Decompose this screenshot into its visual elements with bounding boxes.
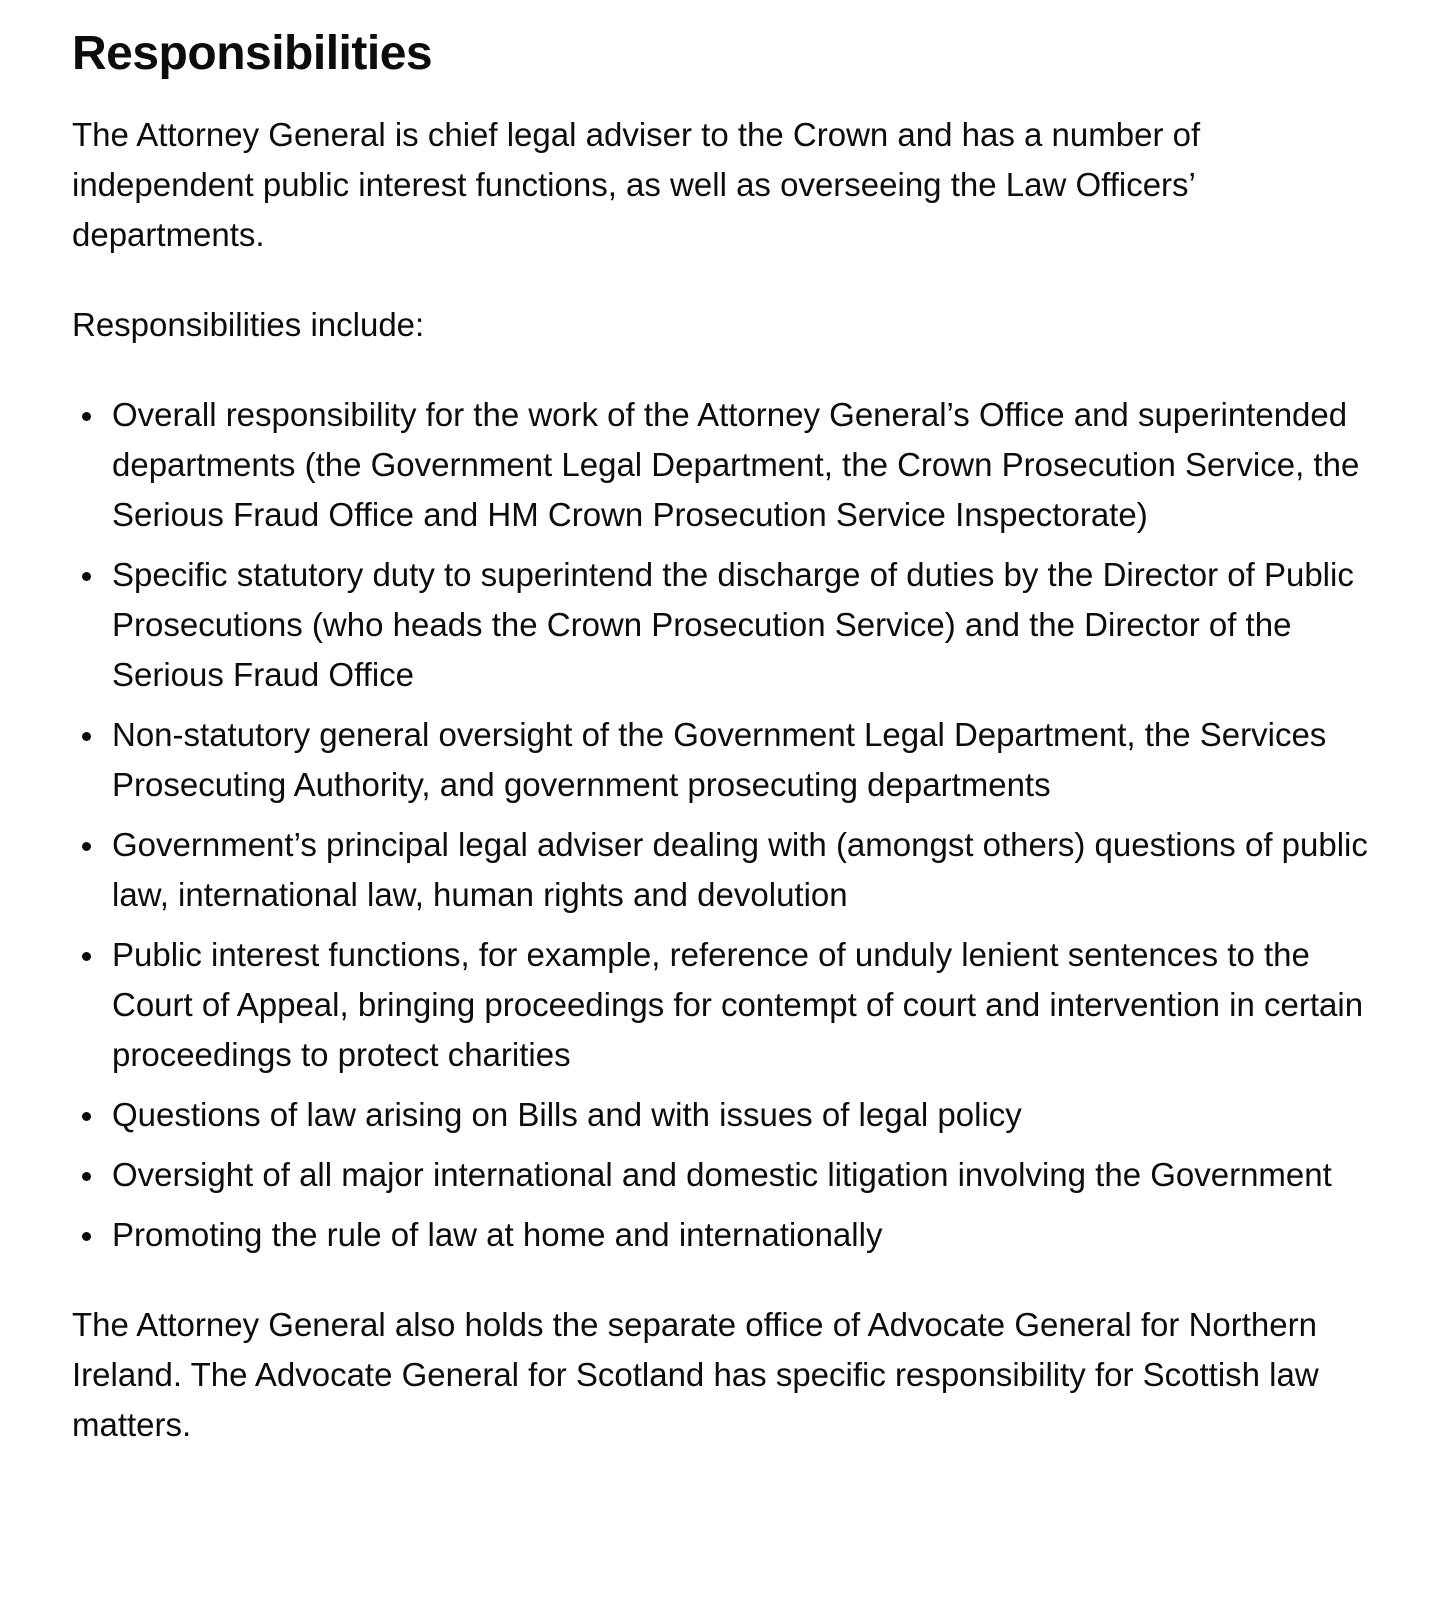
section-heading: Responsibilities: [72, 27, 433, 80]
list-item: Public interest functions, for example, reference of unduly lenient sentences to the Court of Appeal, bringing proceedings for contempt of court and intervention in certain proceedings to protect charities: [112, 930, 1372, 1080]
list-item: Government’s principal legal adviser dealing with (amongst others) questions of public law, international law, human rights and devolution: [112, 820, 1372, 920]
intro-paragraph: The Attorney General is chief legal adviser to the Crown and has a number of independent public interest functions, as well as overseeing the Law Officers’ departments.: [72, 116, 1201, 253]
list-intro: Responsibilities include:: [72, 306, 425, 343]
list-item: Promoting the rule of law at home and internationally: [112, 1210, 1372, 1260]
list-item: Questions of law arising on Bills and with issues of legal policy: [112, 1090, 1372, 1140]
list-item: Overall responsibility for the work of the Attorney General’s Office and superintended departments (the Government Legal Department, the Crown Prosecution Service, the Serious Fraud Office and HM Crown Prosecution Service Inspectorate): [112, 390, 1372, 540]
closing-paragraph: The Attorney General also holds the separate office of Advocate General for Northern Ireland. The Advocate General for Scotland has specific responsibility for Scottish law matters.: [72, 1306, 1319, 1443]
list-item: Non-statutory general oversight of the Government Legal Department, the Services Prosecuting Authority, and government prosecuting departments: [112, 710, 1372, 810]
list-item: Oversight of all major international and domestic litigation involving the Government: [112, 1150, 1372, 1200]
list-item: Specific statutory duty to superintend the discharge of duties by the Director of Public Prosecutions (who heads the Crown Prosecution Service) and the Director of the Serious Fraud Office: [112, 550, 1372, 700]
responsibilities-list: [72, 390, 1372, 1260]
